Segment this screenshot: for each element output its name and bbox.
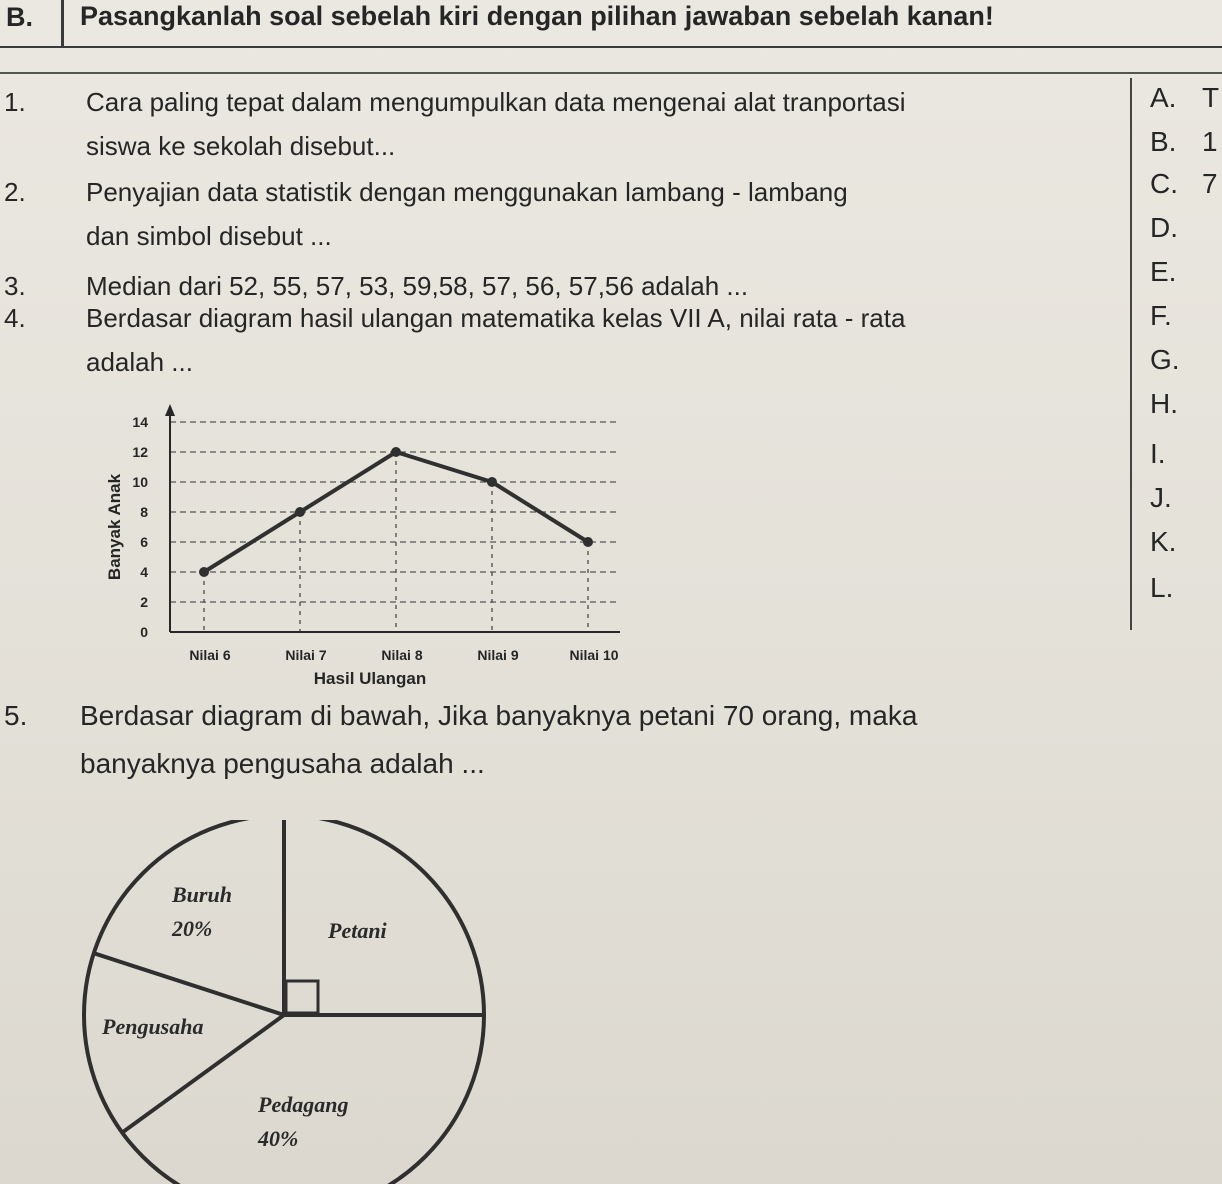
question-text: siswa ke sekolah disebut... (86, 131, 396, 161)
question-text: adalah ... (86, 347, 193, 377)
slice-value-pedagang: 40% (258, 1126, 299, 1151)
data-point (487, 477, 497, 487)
question-text: Berdasar diagram di bawah, Jika banyaknya petani 70 orang, maka (80, 700, 918, 731)
data-point (391, 447, 401, 457)
right-angle-marker (286, 981, 318, 1013)
option-letter: F. (1150, 300, 1172, 331)
x-tick-label: Nilai 8 (381, 647, 423, 663)
y-tick-label: 12 (132, 444, 148, 460)
pie-chart (60, 820, 520, 1184)
question-text: Berdasar diagram hasil ulangan matematika kelas VII A, nilai rata - rata (86, 303, 906, 333)
x-tick-label: Nilai 10 (569, 647, 619, 663)
question-text: Median dari 52, 55, 57, 53, 59,58, 57, 56, 57,56 adalah ... (86, 271, 749, 301)
option-letter: G. (1150, 344, 1180, 375)
y-axis-title: Banyak Anak (105, 473, 124, 581)
data-point (295, 507, 305, 517)
header-divider (0, 72, 1222, 74)
question-text: banyaknya pengusaha adalah ... (80, 748, 485, 779)
option-letter: C. (1150, 168, 1178, 199)
question-text: Cara paling tepat dalam mengumpulkan data mengenai alat tranportasi (86, 87, 906, 117)
option-letter: D. (1150, 212, 1178, 243)
slice-label-pedagang: Pedagang (258, 1092, 349, 1117)
question-number: 5. (4, 700, 28, 731)
question-text: dan simbol disebut ... (86, 221, 332, 251)
option-letter: J. (1150, 482, 1172, 513)
slice-label-buruh: Buruh (172, 882, 232, 907)
y-tick-label: 6 (140, 534, 148, 550)
data-point (199, 567, 209, 577)
question-number: 1. (4, 87, 26, 117)
y-tick-label: 2 (140, 594, 148, 610)
x-tick-label: Nilai 9 (477, 647, 519, 663)
y-tick-label: 0 (140, 624, 148, 640)
x-tick-label: Nilai 6 (189, 647, 231, 663)
data-point (583, 537, 593, 547)
slice-label-petani: Petani (328, 918, 387, 943)
slice-label-pengusaha: Pengusaha (102, 1014, 204, 1039)
options-column-divider (1130, 78, 1132, 630)
y-tick-label: 4 (140, 564, 148, 580)
question-number: 3. (4, 271, 26, 301)
option-text: T (1202, 82, 1220, 113)
y-axis-arrow (165, 404, 175, 416)
radius-buruh-pengusaha (94, 953, 284, 1015)
option-letter: L. (1150, 572, 1174, 603)
y-tick-label: 8 (140, 504, 148, 520)
question-number: 4. (4, 303, 26, 333)
option-letter: E. (1150, 256, 1177, 287)
slice-value-buruh: 20% (172, 916, 213, 941)
question-number: 2. (4, 177, 26, 207)
option-letter: I. (1150, 438, 1166, 469)
line-chart (90, 392, 650, 692)
x-tick-label: Nilai 7 (285, 647, 327, 663)
question-text: Penyajian data statistik dengan menggunakan lambang - lambang (86, 177, 848, 207)
section-header (0, 0, 1222, 48)
x-axis-title: Hasil Ulangan (313, 669, 427, 688)
option-text: 1 (1202, 126, 1218, 157)
section-instruction: Pasangkanlah soal sebelah kiri dengan pilihan jawaban sebelah kanan! (80, 1, 994, 31)
option-letter: H. (1150, 388, 1178, 419)
option-text: 7 (1202, 168, 1218, 199)
section-number: B. (0, 0, 64, 46)
y-tick-label: 10 (132, 474, 148, 490)
option-letter: K. (1150, 526, 1177, 557)
option-letter: A. (1150, 82, 1177, 113)
chart-labels (105, 414, 619, 688)
option-letter: B. (1150, 126, 1177, 157)
y-tick-label: 14 (132, 414, 148, 430)
